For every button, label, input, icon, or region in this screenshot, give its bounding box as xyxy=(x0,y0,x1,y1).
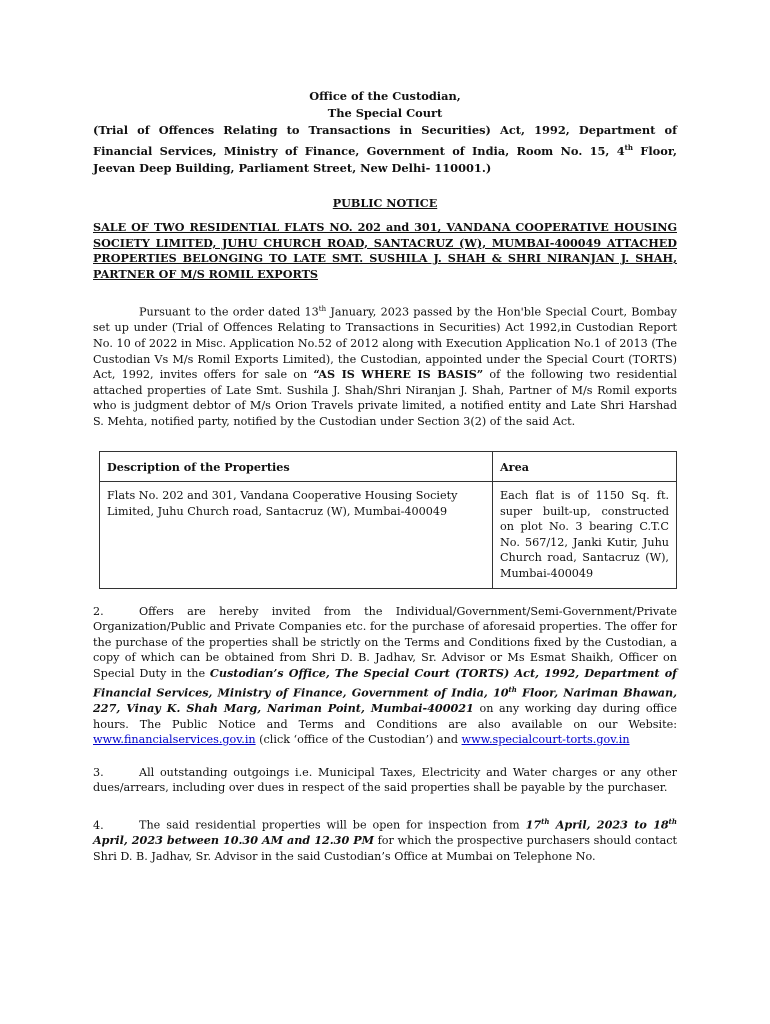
paragraph-2: 2. Offers are hereby invited from the Individual/Government/Semi-Government/Private Organization/Public and Private Companies etc. for the purchase of aforesaid properties. The offer for the purchase of the properties shall be strictly on the Terms and Conditions fixed by the Custodian, a copy of which can be obtained from Shri D. B. Jadhav, Sr. Advisor or Ms Esmat Shaikh, Officer on Special Duty in the Custodian’s Office, The Special Court (TORTS) Act, 1992, Department of Financial Services, Ministry of Finance, Government of India, 10th Floor, Nariman Bhawan, 227, Vinay K. Shah Marg, Nariman Point, Mumbai-400021 on any working day during office hours. The Public Notice and Terms and Conditions are also available on our Website: www.financialservices.gov.in (click ‘office of the Custodian’) and www.specialcourt-torts.gov.in xyxy=(93,604,677,747)
table-header-description: Description of the Properties xyxy=(100,451,493,482)
header-address: (Trial of Offences Relating to Transactions in Securities) Act, 1992, Department of Financial Services, Ministry of Finance, Government of India, Room No. 15, 4th Floor, Jeevan Deep Building, Parliament Street, New Delhi- 110001.) xyxy=(93,123,677,175)
office-header xyxy=(93,88,677,177)
notice-subject: SALE OF TWO RESIDENTIAL FLATS NO. 202 and 301, VANDANA COOPERATIVE HOUSING SOCIETY LIMITED, JUHU CHURCH ROAD, SANTACRUZ (W), MUMBAI-400049 ATTACHED PROPERTIES BELONGING TO LATE SMT. SUSHILA J. SHAH & SHRI NIRANJAN J. SHAH, PARTNER OF M/S ROMIL EXPORTS xyxy=(93,220,677,281)
property-description-cell: Flats No. 202 and 301, Vandana Cooperative Housing Society Limited, Juhu Church road, Santacruz (W), Mumbai-400049 xyxy=(100,482,493,589)
financialservices-link[interactable]: www.financialservices.gov.in xyxy=(93,733,256,747)
properties-table xyxy=(99,451,677,589)
header-line-office: Office of the Custodian, xyxy=(309,89,461,103)
table-header-row xyxy=(100,451,677,482)
paragraph-4: 4. The said residential properties will be open for inspection from 17th April, 2023 to 18th April, 2023 between 10.30 AM and 12.30 PM for which the prospective purchasers should contact Shri D. B. Jadhav, Sr. Advisor in the said Custodian’s Office at Mumbai on Telephone No. xyxy=(93,816,678,863)
property-area-cell: Each flat is of 1150 Sq. ft. super built-up, constructed on plot No. 3 bearing C.T.C No. 567/12, Janki Kutir, Juhu Church road, Santacruz (W), Mumbai-400049 xyxy=(493,482,677,589)
header-line-court: The Special Court xyxy=(327,106,443,120)
paragraph-3: 3. All outstanding outgoings i.e. Municipal Taxes, Electricity and Water charges or any other dues/arrears, including over dues in respect of the said properties shall be payable by the purchaser. xyxy=(93,765,677,795)
table-row xyxy=(100,482,677,589)
specialcourt-torts-link[interactable]: www.specialcourt-torts.gov.in xyxy=(461,733,630,747)
table-header-area: Area xyxy=(493,451,677,482)
paragraph-1: Pursuant to the order dated 13th January, 2023 passed by the Hon'ble Special Court, Bombay set up under (Trial of Offences Relating to Transactions in Securities) Act 1992,in Custodian Report No. 10 of 2022 in Misc. Application No.52 of 2012 along with Execution Application No.1 of 2013 (The Custodian Vs M/s Romil Exports Limited), the Custodian, appointed under the Special Court (TORTS) Act, 1992, invites offers for sale on “AS IS WHERE IS BASIS” of the following two residential attached properties of Late Smt. Sushila J. Shah/Shri Niranjan J. Shah, Partner of M/s Romil exports who is judgment debtor of M/s Orion Travels private limited, a notified entity and Late Shri Harshad S. Mehta, notified party, notified by the Custodian under Section 3(2) of the said Act. xyxy=(93,305,678,428)
document-page xyxy=(93,88,677,864)
notice-title: PUBLIC NOTICE xyxy=(332,195,438,210)
